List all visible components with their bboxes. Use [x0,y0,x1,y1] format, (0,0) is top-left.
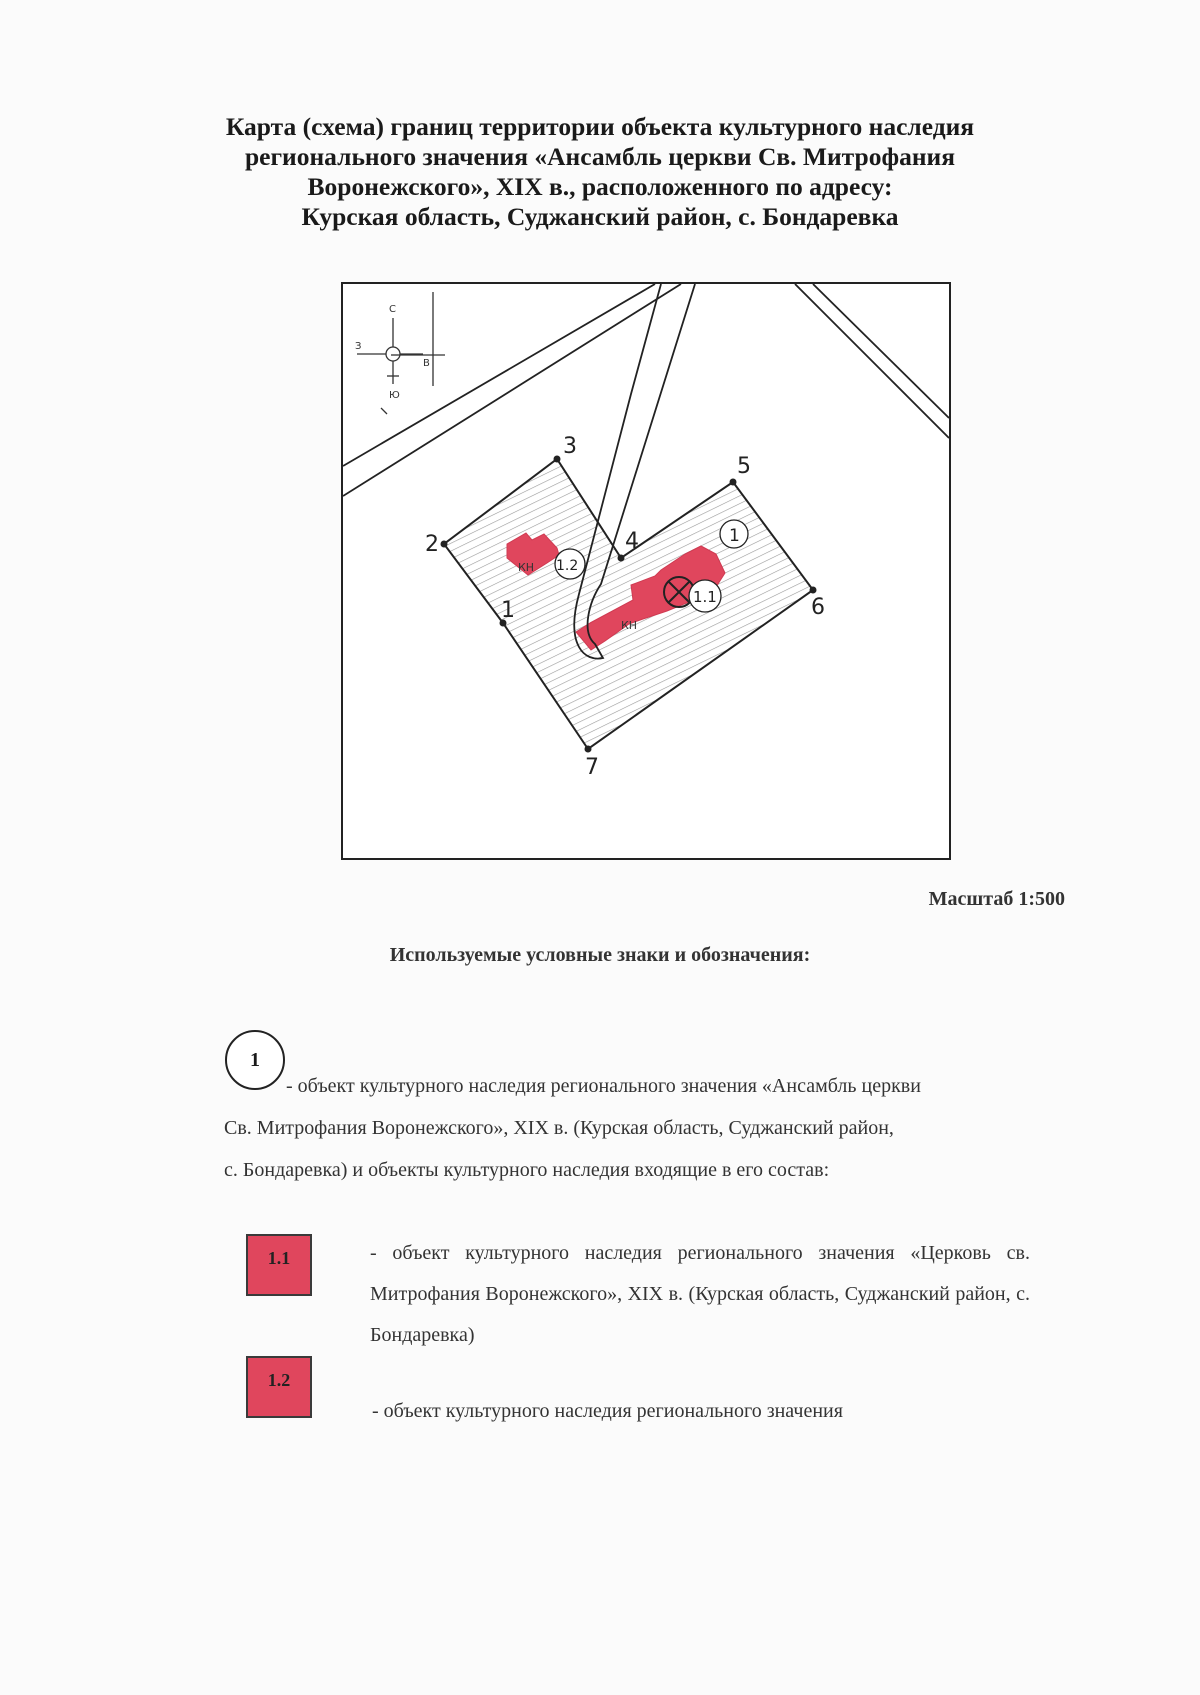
vertex-label-1: 1 [501,598,515,623]
vertex-5 [730,479,737,486]
compass-north: С [389,304,396,315]
vertex-4 [618,555,625,562]
legend-ensemble-line-1: - объект культурного наследия регионального значения «Ансамбль церкви [286,1075,921,1097]
ensemble-label: 1 [729,526,740,546]
building-1-1-code: КН [621,619,638,632]
building-1-2-code: КН [518,561,535,574]
boundary-map [343,284,949,858]
legend-building-number: 1.2 [267,1370,291,1390]
legend-ensemble-line-3: с. Бондаревка) и объекты культурного наследия входящие в его состав: [224,1159,830,1181]
legend-ensemble-line-2: Св. Митрофания Воронежского», XIX в. (Курская область, Суджанский район, [224,1117,894,1139]
page-title [150,112,1050,232]
title-line-3: Воронежского», XIX в., расположенного по адресу: [307,172,893,201]
legend-ensemble-number: 1 [250,1048,260,1071]
legend-building-description: - объект культурного наследия регионального значения [372,1400,843,1422]
road-right [795,284,949,438]
compass-south: Ю [389,390,400,401]
compass-east: В [423,358,430,369]
map-scale: Масштаб 1:500 [928,888,1065,910]
vertex-3 [554,456,561,463]
vertex-label-5: 5 [737,454,751,479]
vertex-label-4: 4 [625,529,639,554]
vertex-7 [585,746,592,753]
building-label: 1.2 [556,558,579,574]
building-marker [555,549,585,579]
title-line-2: регионального значения «Ансамбль церкви Св. Митрофания [244,142,956,171]
vertex-label-7: 7 [585,755,599,780]
legend-title: Используемые условные знаки и обозначения: [389,944,811,966]
vertex-2 [441,541,448,548]
vertex-6 [810,587,817,594]
legend-church-number: 1.1 [267,1248,291,1268]
legend-church-description: - объект культурного наследия регионального значения «Церковь св. Митрофания Воронежского», XIX в. (Курская область, Суджанский район, с. Бондаревка) [370,1242,1030,1346]
vertex-label-2: 2 [425,532,439,557]
legend-ensemble-description [224,1065,1066,1191]
ensemble-marker [720,520,748,548]
compass-rose [357,292,445,414]
vertex-label-3: 3 [563,434,577,459]
church-label: 1.1 [693,588,717,606]
legend-building-swatch [246,1356,312,1418]
title-line-1: Карта (схема) границ территории объекта культурного наследия [225,112,975,141]
title-line-4: Курская область, Суджанский район, с. Бондаревка [301,202,899,231]
church-marker [689,580,721,612]
vertex-label-6: 6 [811,595,825,620]
legend-church-swatch [246,1234,312,1296]
map-frame [341,282,951,860]
compass-west: З [355,341,362,352]
